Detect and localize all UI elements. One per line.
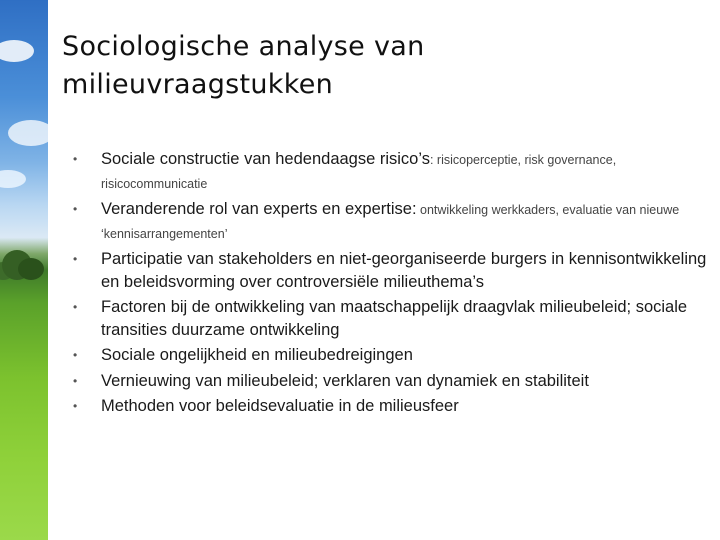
bullet-dot: • <box>73 348 78 362</box>
tree-shape <box>18 258 44 280</box>
nature-image-strip <box>0 0 48 540</box>
bullet-item <box>70 198 710 245</box>
bullet-item <box>70 344 710 367</box>
bullet-text: Methoden voor beleidsevaluatie in de milieusfeer <box>101 397 459 415</box>
cloud-shape <box>8 120 48 146</box>
bullet-item <box>70 148 710 195</box>
bullet-detail: : risicoperceptie, risk governance, risicocommunicatie <box>101 153 617 191</box>
bullet-item <box>70 248 710 293</box>
slide-title <box>62 28 702 104</box>
bullet-list <box>70 148 710 418</box>
bullet-text: Vernieuwing van milieubeleid; verklaren van dynamiek en stabiliteit <box>101 371 589 390</box>
bullet-detail: ontwikkeling werkkaders, evaluatie van nieuwe ‘kennisarrangementen’ <box>101 203 680 241</box>
bullet-text: Veranderende rol van experts en expertise: <box>101 200 417 218</box>
bullet-dot: • <box>73 373 78 388</box>
bullet-text: Sociale ongelijkheid en milieubedreigingen <box>101 346 413 364</box>
bullet-dot: • <box>73 252 78 266</box>
cloud-shape <box>0 40 34 62</box>
bullet-text: Factoren bij de ontwikkeling van maatschappelijk draagvlak milieubeleid; sociale transities duurzame ontwikkeling <box>101 298 688 339</box>
bullet-item <box>70 296 710 341</box>
slide-title-line1: Sociologische analyse van <box>62 31 425 62</box>
bullet-dot: • <box>73 399 78 413</box>
bullet-dot: • <box>73 152 78 166</box>
cloud-shape <box>0 170 26 188</box>
slide-title-line2: milieuvraagstukken <box>62 69 334 100</box>
bullet-dot: • <box>73 202 78 216</box>
bullet-dot: • <box>73 300 78 314</box>
bullet-item <box>70 395 710 418</box>
bullet-item <box>70 370 710 393</box>
bullet-text: Participatie van stakeholders en niet-georganiseerde burgers in kennisontwikkeling en beleidsvorming over controversiële milieuthema’s <box>101 250 707 291</box>
bullet-text: Sociale constructie van hedendaagse risico’s <box>101 150 430 168</box>
